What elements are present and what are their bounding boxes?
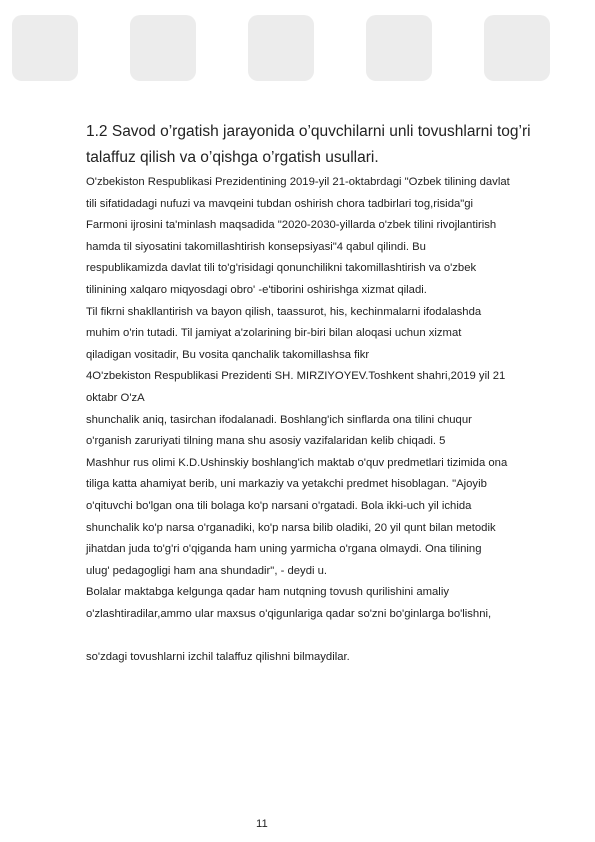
body-line: Mashhur rus olimi K.D.Ushinskiy boshlang'ich maktab o'quv predmetlari tizimida ona (86, 456, 508, 469)
body-line: jihatdan juda to'g'ri o'qiganda ham uning yarmicha o'rgana olmaydi. Ona tilining (86, 543, 482, 556)
watermark-tile (366, 15, 432, 81)
body-line: ulug' pedagogligi ham ana shundadir", - deydi u. (86, 564, 328, 577)
body-line: Farmoni ijrosini ta'minlash maqsadida "2020-2030-yillarda o'zbek tilini rivojlantirish (86, 219, 497, 232)
body-line: qiladigan vositadir, Bu vosita qanchalik takomillashsa fikr (86, 348, 370, 361)
body-line: o'qituvchi bo'lgan ona tili bolaga ko'p narsani o'rgatadi. Bola ikki-uch yil ichida (86, 499, 472, 512)
footnote-line: oktabr O'zA (86, 391, 145, 404)
document-page (86, 120, 572, 669)
footnote-line: 4O'zbekiston Respublikasi Prezidenti SH. MIRZIYOYEV.Toshkent shahri,2019 yil 21 (86, 370, 506, 383)
body-line: shunchalik ko'p narsa o'rganadiki, ko'p narsa bilib oladiki, 20 yil qunt bilan metodik (86, 521, 496, 534)
watermark-tile (248, 15, 314, 81)
section-heading (86, 120, 572, 170)
body-line: tili sifatidadagi nufuzi va mavqeini tubdan oshirish chora tadbirlari tog,risida"gi (86, 197, 474, 210)
body-line: hamda til siyosatini takomillashtirish konsepsiyasi"4 qabul qilindi. Bu (86, 240, 426, 253)
heading-line: talaffuz qilish va o’qishga o’rgatish usullari. (86, 149, 379, 166)
watermark-tile (484, 15, 550, 81)
body-line: O'zbekiston Respublikasi Prezidentining 2019-yil 21-oktabrdagi "Ozbek tilining davlat (86, 176, 510, 188)
body-text (86, 172, 572, 669)
watermark-tile (130, 15, 196, 81)
page-number: 11 (256, 818, 268, 830)
watermark-tile (12, 15, 78, 81)
body-line: Bolalar maktabga kelgunga qadar ham nutqning tovush qurilishini amaliy (86, 586, 449, 599)
heading-line: 1.2 Savod o’rgatish jarayonida o’quvchilarni unli tovushlarni tog’ri (86, 123, 531, 140)
body-line: shunchalik aniq, tasirchan ifodalanadi. Boshlang'ich sinflarda ona tilini chuqur (86, 413, 472, 426)
body-line: tilinining xalqaro miqyosdagi obro' -e'tiborini oshirishga xizmat qiladi. (86, 283, 427, 296)
body-line: muhim o'rin tutadi. Til jamiyat a'zolarining bir-biri bilan aloqasi uchun xizmat (86, 327, 462, 340)
blank-line (86, 625, 572, 647)
body-line: o'zlashtiradilar,ammo ular maxsus o'qigunlariga qadar so'zni bo'ginlarga bo'lishni, (86, 607, 492, 620)
body-line: o'rganish zaruriyati tilning mana shu asosiy vazifalaridan kelib chiqadi. 5 (86, 435, 446, 448)
body-line: tiliga katta ahamiyat berib, uni markaziy va yetakchi predmet hisoblagan. "Ajoyib (86, 478, 487, 491)
body-line: respublikamizda davlat tili to'g'risidagi qonunchilikni takomillashtirish va o'zbek (86, 262, 477, 275)
body-line: Til fikrni shakllantirish va bayon qilish, taassurot, his, kechinmalarni ifodalashda (86, 305, 482, 318)
body-line: so'zdagi tovushlarni izchil talaffuz qilishni bilmaydilar. (86, 651, 350, 664)
